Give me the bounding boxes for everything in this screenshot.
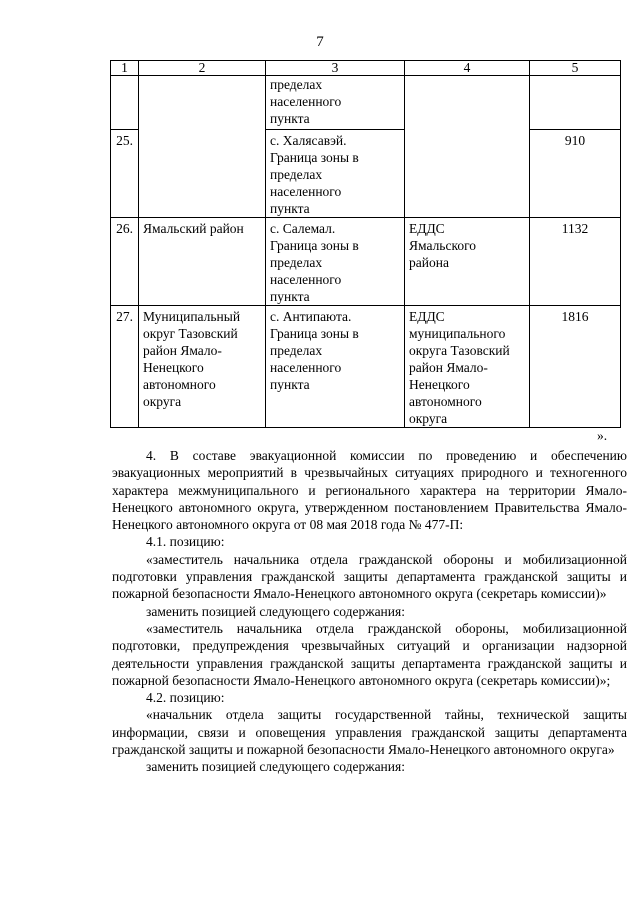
table-cell: пределах населенного пункта <box>266 76 405 130</box>
paragraph-replace-1: заменить позицией следующего содержания: <box>146 603 405 619</box>
table-row <box>111 130 621 218</box>
distance-value: 910 <box>530 130 621 218</box>
table-cell: с. Антипаюта. Граница зоны в пределах населенного пункта <box>266 306 405 428</box>
paragraph-old-position-2: «начальник отдела защиты государственной тайны, технической защиты информации, связи и оповещения управления гражданской защиты департамента гражданской защиты и пожарной безопасности Ямало-Ненецкого автономного округа» <box>112 707 627 758</box>
column-header: 2 <box>139 61 266 76</box>
evacuation-zones-table <box>110 60 621 428</box>
column-header: 3 <box>266 61 405 76</box>
paragraph-new-position-1: «заместитель начальника отдела гражданской обороны, мобилизационной подготовки, предупреждения чрезвычайных ситуаций и организации надзорной деятельности управления гражданской защиты департамента гражданской защиты и пожарной безопасности Ямало-Ненецкого автономного округа (секретарь комиссии)»; <box>112 620 627 688</box>
table-row <box>111 306 621 428</box>
row-number: 26. <box>111 218 139 306</box>
table-header-row <box>111 61 621 76</box>
paragraph-replace-2: заменить позицией следующего содержания: <box>146 759 405 775</box>
distance-value: 1132 <box>530 218 621 306</box>
column-header: 4 <box>405 61 530 76</box>
row-number: 27. <box>111 306 139 428</box>
table-cell: с. Халясавэй. Граница зоны в пределах населенного пункта <box>266 130 405 218</box>
page-number: 7 <box>316 34 324 50</box>
table-cell: ЕДДС муниципального округа Тазовский район Ямало- Ненецкого автономного округа <box>405 306 530 428</box>
column-header: 1 <box>111 61 139 76</box>
paragraph-old-position-1: «заместитель начальника отдела гражданской обороны и мобилизационной подготовки управления гражданской защиты департамента гражданской защиты и пожарной безопасности Ямало-Ненецкого автономного округа (секретарь комиссии)» <box>112 551 627 602</box>
row-number: 25. <box>111 130 139 218</box>
table-cell: с. Салемал. Граница зоны в пределах населенного пункта <box>266 218 405 306</box>
table-row <box>111 218 621 306</box>
table-row <box>111 76 621 130</box>
distance-value: 1816 <box>530 306 621 428</box>
closing-quote: ». <box>597 428 608 443</box>
table-cell: ЕДДС Ямальского района <box>405 218 530 306</box>
table-cell: Ямальский район <box>139 218 266 306</box>
table-cell: Муниципальный округ Тазовский район Ямало- Ненецкого автономного округа <box>139 306 266 428</box>
paragraph-item-4-1: 4.1. позицию: <box>146 534 225 550</box>
paragraph-item-4: 4. В составе эвакуационной комиссии по проведению и обеспечению эвакуационных мероприятий в чрезвычайных ситуациях природного и техногенного характера межмуниципального и регионального характера на территории Ямало-Ненецкого автономного округа, утвержденном постановлением Правительства Ямало-Ненецкого автономного округа от 08 мая 2018 года № 477-П: <box>112 448 627 533</box>
document-body <box>112 447 627 776</box>
column-header: 5 <box>530 61 621 76</box>
paragraph-item-4-2: 4.2. позицию: <box>146 690 225 706</box>
